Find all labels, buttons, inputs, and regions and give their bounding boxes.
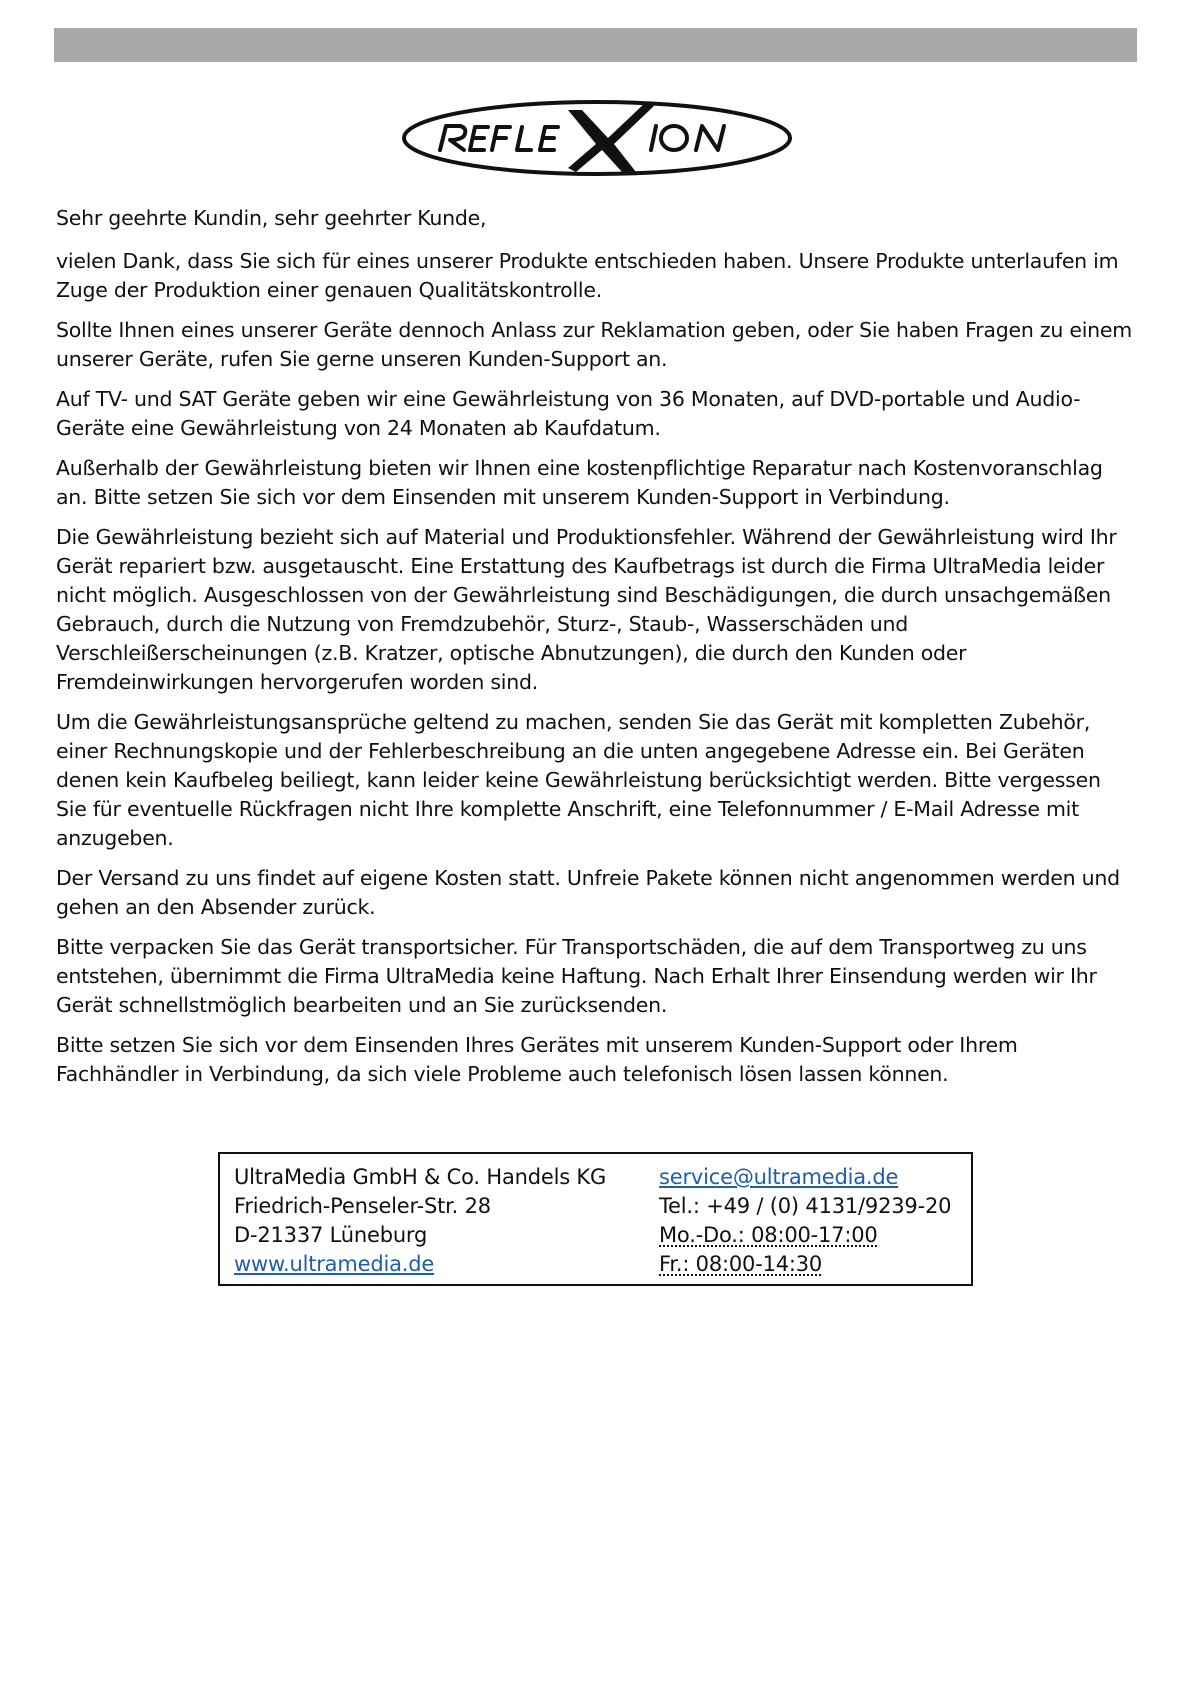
paragraph-warranty-period: Auf TV- und SAT Geräte geben wir eine Gewährleistung von 36 Monaten, auf DVD-portable und Audio-Geräte eine Gewährleistung von 24 Monaten ab Kaufdatum. (56, 387, 1081, 440)
company-name: UltraMedia GmbH & Co. Handels KG (234, 1165, 607, 1189)
header-bar (54, 28, 1137, 62)
street-address: Friedrich-Penseler-Str. 28 (234, 1194, 491, 1218)
paragraph-complaint: Sollte Ihnen eines unserer Geräte dennoch Anlass zur Reklamation geben, oder Sie haben Fragen zu einem unserer Geräte, rufen Sie gerne unseren Kunden-Support an. (56, 318, 1132, 371)
hours-weekdays: Mo.-Do.: 08:00-17:00 (659, 1223, 878, 1247)
city-address: D-21337 Lüneburg (234, 1223, 428, 1247)
contact-box (218, 1152, 973, 1286)
paragraph-shipping: Der Versand zu uns findet auf eigene Kosten statt. Unfreie Pakete können nicht angenommen werden und gehen an den Absender zurück. (56, 866, 1120, 919)
paragraph-claim-process: Um die Gewährleistungsansprüche geltend zu machen, senden Sie das Gerät mit kompletten Zubehör, einer Rechnungskopie und der Fehlerbeschreibung an die unten angegebene Adresse ein. Bei Geräten denen kein Kaufbeleg beiliegt, kann leider keine Gewährleistung berücksichtigt werden. Bitte vergessen Sie für eventuelle Rückfragen nicht Ihre komplette Anschrift, eine Telefonnummer / E-Mail Adresse mit anzugeben. (56, 710, 1101, 850)
paragraph-warranty-scope: Die Gewährleistung bezieht sich auf Material und Produktionsfehler. Während der Gewährleistung wird Ihr Gerät repariert bzw. ausgetauscht. Eine Erstattung des Kaufbetrags ist durch die Firma UltraMedia leider nicht möglich. Ausgeschlossen von der Gewährleistung sind Beschädigungen, die durch unsachgemäßen Gebrauch, durch die Nutzung von Fremdzubehör, Sturz-, Staub-, Wasserschäden und Verschleißerscheinungen (z.B. Kratzer, optische Abnutzungen), die durch den Kunden oder Fremdeinwirkungen hervorgerufen worden sind. (56, 525, 1117, 694)
salutation: Sehr geehrte Kundin, sehr geehrter Kunde, (56, 206, 487, 230)
email-link[interactable]: service@ultramedia.de (659, 1165, 899, 1189)
paragraph-contact-first: Bitte setzen Sie sich vor dem Einsenden Ihres Gerätes mit unserem Kunden-Support oder Ihrem Fachhändler in Verbindung, da sich viele Probleme auch telefonisch lösen lassen können. (56, 1033, 1018, 1086)
phone-number: Tel.: +49 / (0) 4131/9239-20 (659, 1194, 952, 1218)
hours-friday: Fr.: 08:00-14:30 (659, 1252, 823, 1276)
reflexion-logo (400, 98, 794, 178)
paragraph-paid-repair: Außerhalb der Gewährleistung bieten wir Ihnen eine kostenpflichtige Reparatur nach Kostenvoranschlag an. Bitte setzen Sie sich vor dem Einsenden mit unserem Kunden-Support in Verbindung. (56, 456, 1103, 509)
paragraph-packaging: Bitte verpacken Sie das Gerät transportsicher. Für Transportschäden, die auf dem Transportweg zu uns entstehen, übernimmt die Firma UltraMedia keine Haftung. Nach Erhalt Ihrer Einsendung werden wir Ihr Gerät schnellstmöglich bearbeiten und an Sie zurücksenden. (56, 935, 1097, 1017)
website-link[interactable]: www.ultramedia.de (234, 1252, 435, 1276)
contact-address (234, 1163, 606, 1279)
paragraph-thanks: vielen Dank, dass Sie sich für eines unserer Produkte entschieden haben. Unsere Produkte unterlaufen im Zuge der Produktion einer genauen Qualitätskontrolle. (56, 249, 1119, 302)
letter-body (56, 204, 1136, 1100)
contact-details (659, 1163, 951, 1279)
